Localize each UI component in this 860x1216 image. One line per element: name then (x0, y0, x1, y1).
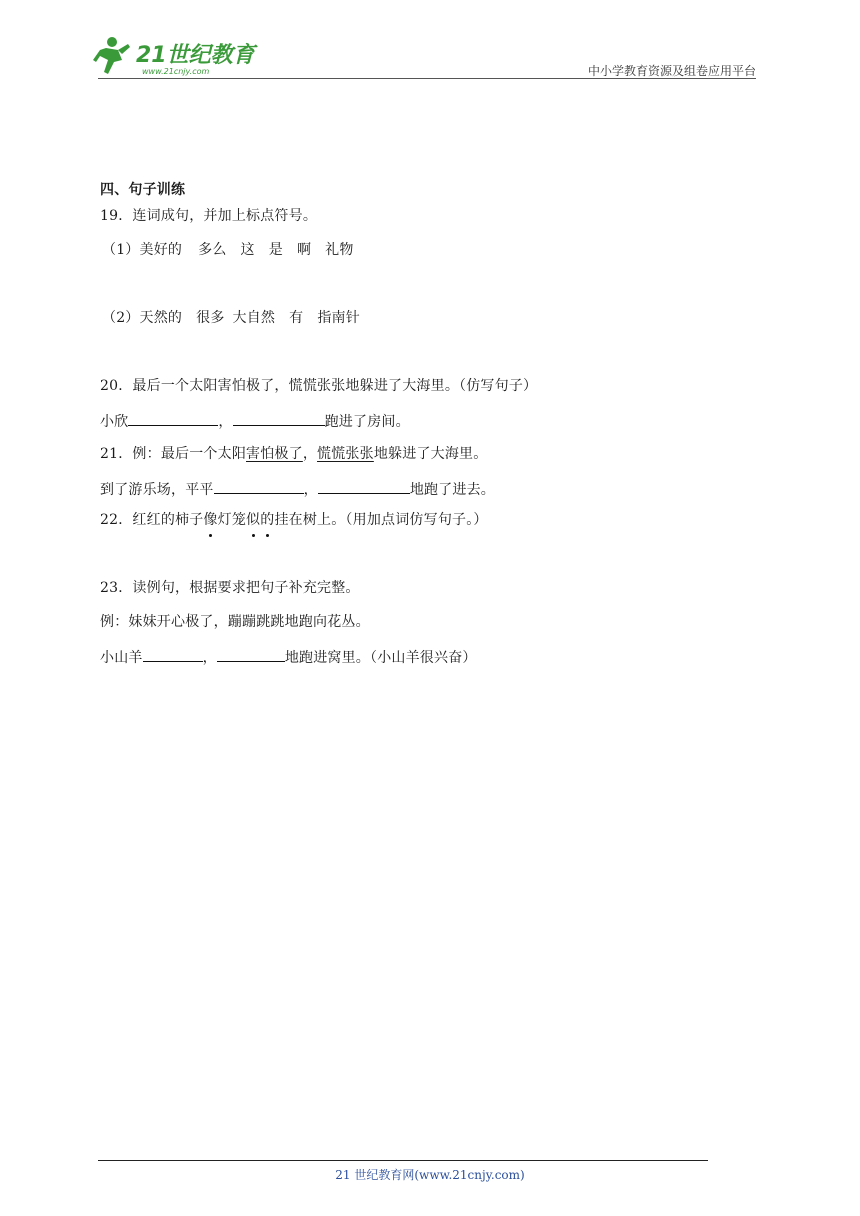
logo-text: 21世纪教育 (136, 43, 255, 68)
platform-name: 中小学教育资源及组卷应用平台 (587, 64, 756, 78)
word: 多么 (198, 242, 227, 258)
logo-url: www.21cnjy.com (142, 67, 210, 76)
dotted-word: 像 (203, 512, 218, 528)
q21-suffix: 地躲进了大海里。 (373, 446, 488, 462)
q22-mid: 灯笼 (217, 512, 247, 528)
q19-part1-label: （1） (102, 242, 140, 258)
q23-end: 地跑进窝里。（小山羊很兴奋） (284, 650, 477, 666)
q19-part2-label: （2） (102, 310, 140, 326)
word: 啊 (296, 242, 312, 258)
q20-stem: 20．最后一个太阳害怕极了，慌慌张张地躲进了大海里。（仿写句子） (100, 378, 538, 394)
q22-stem (100, 510, 488, 530)
word: 指南针 (317, 310, 360, 326)
q20-start: 小欣 (100, 414, 129, 430)
q21-prefix: 21．例：最后一个太阳 (100, 446, 247, 462)
answer-blank[interactable] (128, 410, 218, 426)
comma: ， (218, 414, 233, 430)
q22-post: 挂在树上。（用加点词仿写句子。） (274, 512, 488, 528)
q21-end: 地跑了进去。 (409, 482, 496, 498)
word: 是 (268, 242, 283, 258)
word: 大自然 (232, 310, 276, 326)
answer-blank[interactable] (318, 478, 410, 494)
answer-blank[interactable] (217, 646, 285, 662)
word: 礼物 (325, 242, 354, 258)
footer-text[interactable]: 21 世纪教育网(www.21cnjy.com) (335, 1168, 525, 1182)
q20-answer (100, 410, 410, 432)
q21-answer (100, 478, 495, 500)
word: 有 (289, 310, 304, 326)
answer-blank[interactable] (143, 646, 203, 662)
comma: ， (302, 446, 318, 462)
q21-start: 到了游乐场，平平 (100, 482, 214, 498)
footer-divider (98, 1160, 708, 1161)
q20-end: 跑进了房间。 (324, 414, 410, 430)
word: 美好的 (139, 242, 183, 258)
q23-start: 小山羊 (100, 650, 143, 666)
site-logo (92, 34, 262, 78)
q19-part1 (102, 240, 354, 260)
runner-icon (93, 37, 130, 74)
q23-stem: 23．读例句，根据要求把句子补充完整。 (100, 580, 360, 596)
word: 这 (240, 242, 255, 258)
underlined-phrase: 害怕极了 (246, 446, 303, 462)
word: 很多 (196, 310, 225, 326)
section-title: 四、句子训练 (100, 182, 186, 198)
q23-answer (100, 646, 477, 668)
underlined-phrase: 慌慌张张 (317, 446, 374, 462)
q21-example (100, 444, 487, 464)
dotted-word: 的 (260, 512, 275, 528)
answer-blank[interactable] (214, 478, 304, 494)
comma: ， (202, 650, 217, 666)
header-divider (98, 78, 756, 79)
q22-pre: 22．红红的柿子 (100, 512, 204, 528)
word: 天然的 (139, 310, 183, 326)
comma: ， (303, 482, 318, 498)
q19-stem: 19．连词成句，并加上标点符号。 (100, 208, 318, 224)
dotted-word: 似 (246, 512, 261, 528)
q23-example: 例：妹妹开心极了，蹦蹦跳跳地跑向花丛。 (100, 614, 370, 630)
q19-part2 (102, 308, 360, 328)
answer-blank[interactable] (233, 410, 325, 426)
